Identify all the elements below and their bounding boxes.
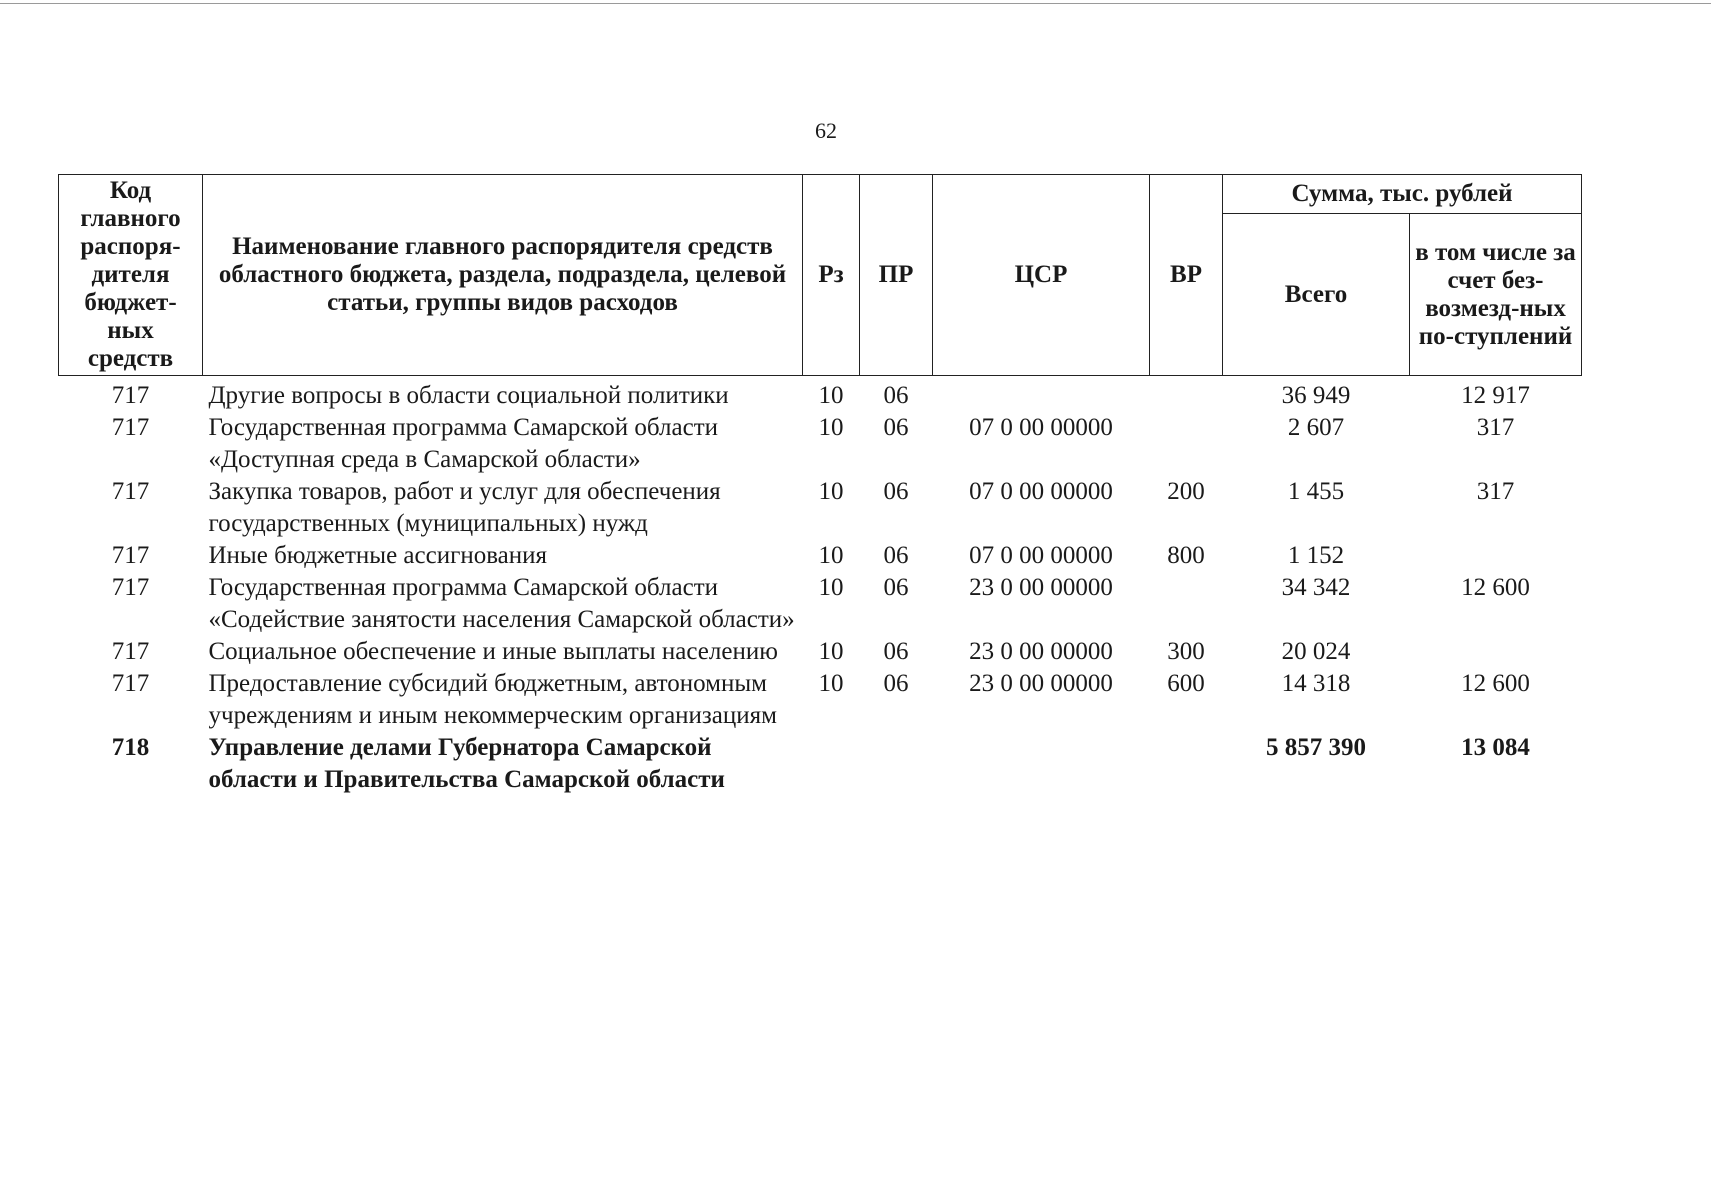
cell-code: 717 (111, 670, 150, 697)
header-free: в том числе за счет без-возмезд-ных по-ступлений (1410, 214, 1582, 376)
table-row (59, 476, 1582, 540)
cell-free: 13 084 (1461, 734, 1530, 761)
cell-total: 2 607 (1287, 414, 1345, 441)
cell-total: 5 857 390 (1266, 734, 1366, 761)
cell-rz: 10 (818, 478, 844, 505)
cell-free: 12 917 (1461, 382, 1530, 409)
cell-rz: 10 (818, 414, 844, 441)
cell-name: Управление делами Губернатора Самарской области и Правительства Самарской области (208, 734, 725, 793)
table-row (59, 636, 1582, 668)
cell-total: 14 318 (1281, 670, 1351, 697)
cell-name: Социальное обеспечение и иные выплаты населению (208, 638, 778, 665)
cell-total: 20 024 (1281, 638, 1351, 665)
cell-total: 1 152 (1287, 542, 1345, 569)
cell-name: Государственная программа Самарской области «Содействие занятости населения Самарской области» (208, 574, 795, 633)
cell-vr: 600 (1167, 670, 1205, 697)
cell-total: 34 342 (1281, 574, 1351, 601)
page-number: 62 (815, 118, 837, 143)
cell-name: Другие вопросы в области социальной политики (208, 382, 729, 409)
table-header (59, 175, 1582, 376)
cell-code: 717 (111, 382, 150, 409)
cell-csr: 23 0 00 00000 (969, 638, 1113, 665)
cell-rz: 10 (818, 542, 844, 569)
table-row (59, 540, 1582, 572)
header-sum-group: Сумма, тыс. рублей (1223, 175, 1582, 214)
cell-vr: 800 (1167, 542, 1205, 569)
cell-rz (803, 732, 860, 796)
cell-rz: 10 (818, 638, 844, 665)
cell-pr (860, 732, 933, 796)
table-row (59, 668, 1582, 732)
cell-free: 12 600 (1461, 670, 1530, 697)
cell-csr: 07 0 00 00000 (969, 478, 1113, 505)
table-body (59, 376, 1582, 797)
cell-code: 718 (111, 734, 150, 761)
header-pr: ПР (860, 175, 933, 376)
cell-name: Государственная программа Самарской области «Доступная среда в Самарской области» (208, 414, 718, 473)
cell-vr (1150, 412, 1223, 476)
cell-csr: 07 0 00 00000 (969, 414, 1113, 441)
cell-name: Предоставление субсидий бюджетным, автономным учреждениям и иным некоммерческим организациям (208, 670, 777, 729)
cell-vr: 300 (1167, 638, 1205, 665)
cell-code: 717 (111, 574, 150, 601)
cell-name: Иные бюджетные ассигнования (208, 542, 548, 569)
header-code: Код главного распоря-дителя бюджет-ных средств (59, 175, 203, 376)
cell-csr (933, 376, 1150, 413)
cell-free: 12 600 (1461, 574, 1530, 601)
cell-vr (1150, 732, 1223, 796)
cell-rz: 10 (818, 574, 844, 601)
cell-pr: 06 (883, 382, 909, 409)
cell-csr (933, 732, 1150, 796)
cell-pr: 06 (883, 638, 909, 665)
cell-pr: 06 (883, 478, 909, 505)
cell-vr (1150, 572, 1223, 636)
table-row (59, 732, 1582, 796)
header-name: Наименование главного распорядителя средств областного бюджета, раздела, подраздела, целевой статьи, группы видов расходов (203, 175, 803, 376)
header-row-1 (59, 175, 1582, 214)
header-vr: ВР (1150, 175, 1223, 376)
cell-total: 1 455 (1287, 478, 1345, 505)
top-border-line (0, 3, 1711, 4)
cell-free (1410, 636, 1582, 668)
table-row (59, 412, 1582, 476)
budget-table (58, 174, 1582, 796)
cell-vr (1150, 376, 1223, 413)
cell-free: 317 (1476, 414, 1515, 441)
cell-rz: 10 (818, 382, 844, 409)
header-csr: ЦСР (933, 175, 1150, 376)
cell-code: 717 (111, 478, 150, 505)
cell-code: 717 (111, 542, 150, 569)
table-row (59, 572, 1582, 636)
cell-rz: 10 (818, 670, 844, 697)
cell-pr: 06 (883, 670, 909, 697)
cell-free (1410, 540, 1582, 572)
header-total: Всего (1223, 214, 1410, 376)
cell-code: 717 (111, 638, 150, 665)
header-rz: Рз (803, 175, 860, 376)
cell-pr: 06 (883, 542, 909, 569)
table-row (59, 376, 1582, 413)
cell-pr: 06 (883, 414, 909, 441)
cell-name: Закупка товаров, работ и услуг для обеспечения государственных (муниципальных) нужд (208, 478, 721, 537)
cell-total: 36 949 (1281, 382, 1351, 409)
cell-csr: 07 0 00 00000 (969, 542, 1113, 569)
cell-csr: 23 0 00 00000 (969, 574, 1113, 601)
cell-pr: 06 (883, 574, 909, 601)
cell-free: 317 (1476, 478, 1515, 505)
cell-vr: 200 (1167, 478, 1205, 505)
cell-code: 717 (111, 414, 150, 441)
cell-csr: 23 0 00 00000 (969, 670, 1113, 697)
